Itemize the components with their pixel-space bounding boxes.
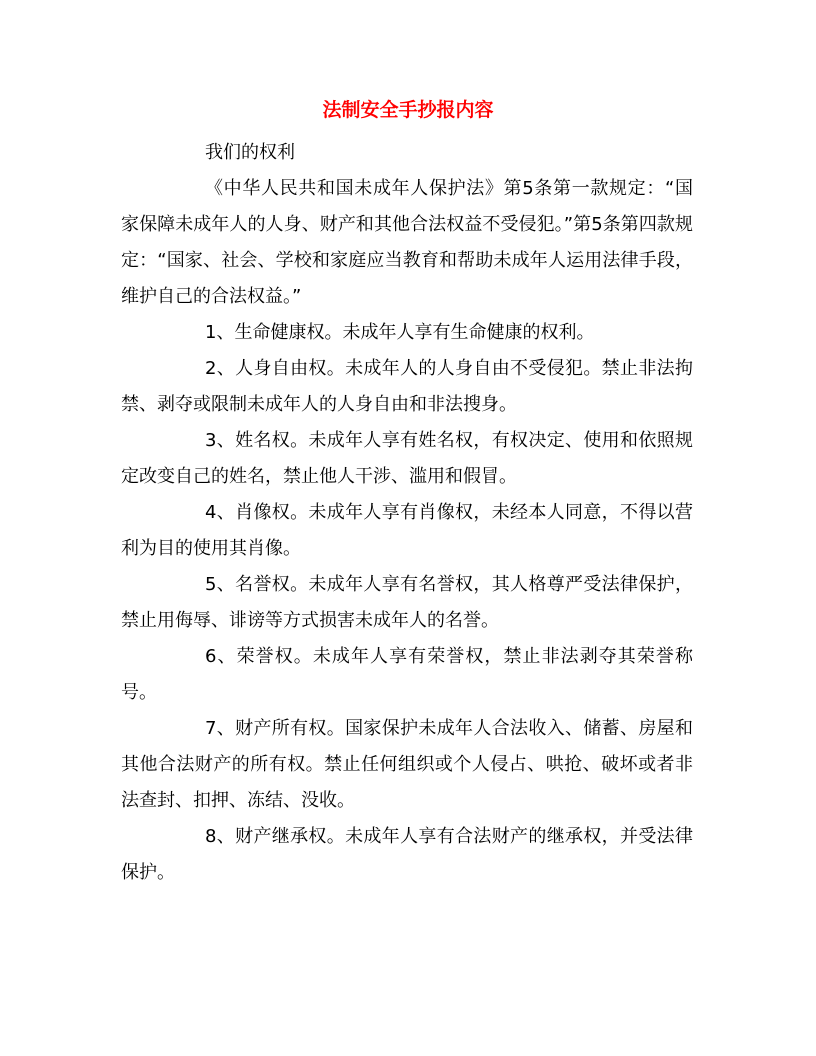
right-item-portrait: 4、肖像权。未成年人享有肖像权，未经本人同意，不得以营利为目的使用其肖像。 — [121, 502, 693, 559]
right-item-property-ownership: 7、财产所有权。国家保护未成年人合法收入、储蓄、房屋和其他合法财产的所有权。禁止任何组织或个人侵占、哄抢、破坏或者非法查封、扣押、冻结、没收。 — [121, 718, 693, 811]
section-heading: 我们的权利 — [205, 142, 295, 163]
right-item-property-inheritance: 8、财产继承权。未成年人享有合法财产的继承权，并受法律保护。 — [121, 826, 693, 883]
law-quote-paragraph: 《中华人民共和国未成年人保护法》第5条第一款规定：“国家保障未成年人的人身、财产和其他合法权益不受侵犯。”第5条第四款规定：“国家、社会、学校和家庭应当教育和帮助未成年人运用法律手段，维护自己的合法权益。” — [121, 178, 693, 307]
document-title: 法制安全手抄报内容 — [322, 99, 494, 121]
right-item-honor: 6、荣誉权。未成年人享有荣誉权，禁止非法剥夺其荣誉称号。 — [121, 646, 693, 703]
right-item-name: 3、姓名权。未成年人享有姓名权，有权决定、使用和依照规定改变自己的姓名，禁止他人干涉、滥用和假冒。 — [121, 430, 693, 487]
right-item-personal-freedom: 2、人身自由权。未成年人的人身自由不受侵犯。禁止非法拘禁、剥夺或限制未成年人的人身自由和非法搜身。 — [121, 358, 693, 415]
document-body — [121, 135, 693, 891]
right-item-life-health: 1、生命健康权。未成年人享有生命健康的权利。 — [205, 322, 595, 343]
right-item-reputation: 5、名誉权。未成年人享有名誉权，其人格尊严受法律保护，禁止用侮辱、诽谤等方式损害未成年人的名誉。 — [121, 574, 693, 631]
